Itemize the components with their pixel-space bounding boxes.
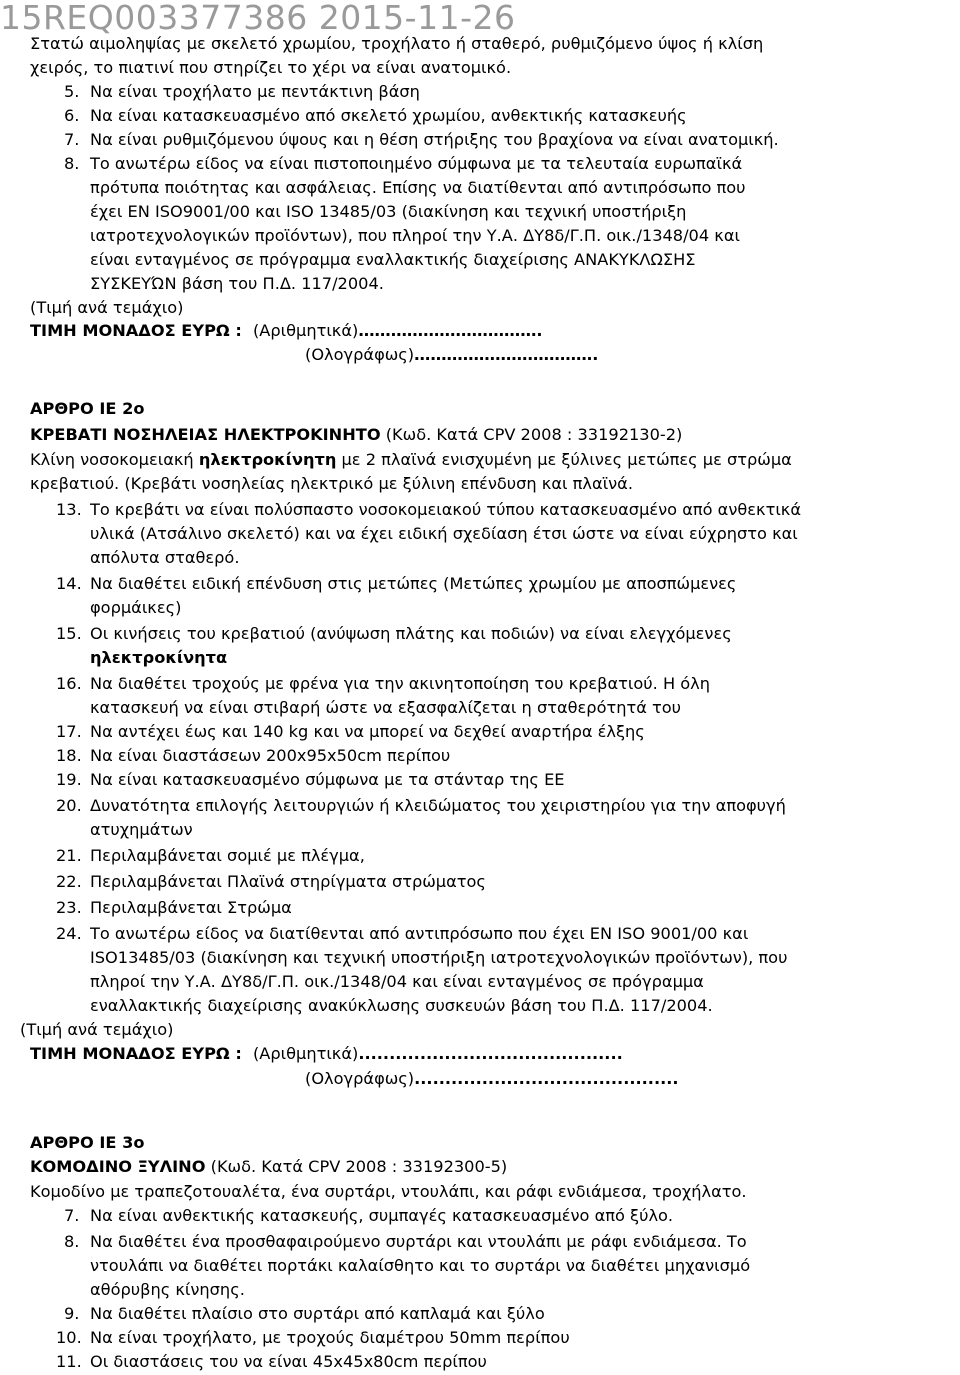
list-item — [64, 154, 742, 174]
item-text: ντουλάπι να διαθέτει πορτάκι καλαίσθητο και το συρτάρι να διαθέτει μηχανισμό — [90, 1256, 751, 1275]
item-text: εναλλακτικής διαχείρισης ανακύκλωσης συσκευών βάση του Π.Δ. 117/2004. — [90, 996, 713, 1015]
list-item — [64, 106, 687, 126]
list-item: 13. Το κρεβάτι να είναι πολύσπαστο νοσοκομειακού τύπου κατασκευασμένο από ανθεκτικά — [56, 500, 802, 519]
list-item: 19. Να είναι κατασκευασμένο σύμφωνα με τα στάνταρ της ΕΕ — [56, 770, 565, 789]
price-note: (Τιμή ανά τεμάχιο) — [30, 298, 184, 317]
item-text: Να είναι ρυθμιζόμενου ύψους και η θέση στήριξης του βραχίονα να είναι ανατομική. — [90, 130, 779, 149]
product-title: ΚΡΕΒΑΤΙ ΝΟΣΗΛΕΙΑΣ ΗΛΕΚΤΡΟΚΙΝΗΤΟ — [30, 425, 381, 444]
item-text: ιατροτεχνολογικών προϊόντων), που πληροί την Υ.Α. ΔΥ8δ/Γ.Π. οικ./1348/04 και — [90, 226, 740, 245]
item-number: 24. — [56, 924, 82, 943]
item-text: απόλυτα σταθερό. — [90, 548, 240, 567]
words-label: (Ολογράφως) — [305, 345, 415, 364]
price-note: (Τιμή ανά τεμάχιο) — [20, 1020, 174, 1039]
list-item: 11. Οι διαστάσεις του να είναι 45x45x80cm περίπου — [56, 1352, 487, 1371]
item-number: 7. — [64, 1206, 80, 1225]
item-text: πληροί την Υ.Α. ΔΥ8δ/Γ.Π. οικ./1348/04 και είναι ενταγμένος σε πρόγραμμα — [90, 972, 704, 991]
item-number: 6. — [64, 106, 80, 125]
item-text: ηλεκτροκίνητα — [90, 648, 228, 667]
numeric-label: (Αριθμητικά) — [252, 1044, 359, 1063]
item-number: 14. — [56, 574, 82, 593]
list-item: 18. Να είναι διαστάσεων 200x95x50cm περίπου — [56, 746, 451, 765]
product-title-row — [30, 1157, 507, 1177]
list-item: 24. Το ανωτέρω είδος να διατίθενται από αντιπρόσωπο που έχει EN ISO 9001/00 και — [56, 924, 749, 943]
item-number: 10. — [56, 1328, 82, 1347]
item-number: 18. — [56, 746, 82, 765]
item-text: κατασκευή να είναι στιβαρή ώστε να εξασφαλίζεται η σταθερότητά του — [90, 698, 682, 717]
description-line: Κομοδίνο με τραπεζοτουαλέτα, ένα συρτάρι, ντουλάπι, και ράφι ενδιάμεσα, τροχήλατο. — [30, 1182, 747, 1201]
item-number: 23. — [56, 898, 82, 917]
item-text: πρότυπα ποιότητας και ασφάλειας. Επίσης να διατίθενται από αντιπρόσωπο που — [90, 178, 746, 197]
item-number: 21. — [56, 846, 82, 865]
list-item: 7. Να είναι ανθεκτικής κατασκευής, συμπαγές κατασκευασμένο από ξύλο. — [64, 1206, 674, 1225]
words-row — [305, 345, 598, 365]
article-heading: ΑΡΘΡΟ ΙΕ 2ο — [30, 399, 145, 418]
item-number: 9. — [64, 1304, 80, 1323]
list-item — [64, 130, 779, 150]
product-title: ΚΟΜΟΔΙΝΟ ΞΥΛΙΝΟ — [30, 1157, 206, 1176]
item-text: ατυχημάτων — [90, 820, 193, 839]
item-text: υλικά (Ατσάλινο σκελετό) και να έχει ειδική σχεδίαση έτσι ώστε να είναι εύχρηστο και — [90, 524, 798, 543]
product-title-row — [30, 425, 682, 445]
intro-line: χειρός, το πιατινί που στηρίζει το χέρι να είναι ανατομικό. — [30, 58, 512, 77]
item-number: 17. — [56, 722, 82, 741]
list-item: 8. Να διαθέτει ένα προσθαφαιρούμενο συρτάρι και ντουλάπι με ράφι ενδιάμεσα. Το — [64, 1232, 747, 1251]
price-row — [30, 1044, 623, 1064]
cpv-code: (Κωδ. Κατά CPV 2008 : 33192130-2) — [380, 425, 683, 444]
item-number: 8. — [64, 1232, 80, 1251]
list-item: 15. Οι κινήσεις του κρεβατιού (ανύψωση πλάτης και ποδιών) να είναι ελεγχόμενες — [56, 624, 732, 643]
list-item: 9. Να διαθέτει πλαίσιο στο συρτάρι από καπλαμά και ξύλο — [64, 1304, 545, 1323]
list-item — [64, 82, 420, 102]
item-text: Το ανωτέρω είδος να είναι πιστοποιημένο σύμφωνα με τα τελευταία ευρωπαϊκά — [90, 154, 743, 173]
item-number: 22. — [56, 872, 82, 891]
words-row — [305, 1069, 679, 1089]
item-text: Να είναι τροχήλατο με πεντάκτινη βάση — [90, 82, 420, 101]
list-item: 23. Περιλαμβάνεται Στρώμα — [56, 898, 292, 917]
item-number: 11. — [56, 1352, 82, 1371]
item-text: ISO13485/03 (διακίνηση και τεχνική υποστήριξη ιατροτεχνολογικών προϊόντων), που — [90, 948, 788, 967]
item-number: 13. — [56, 500, 82, 519]
item-text: έχει EN ISO9001/00 και ISO 13485/03 (διακίνηση και τεχνική υποστήριξη — [90, 202, 687, 221]
item-number: 8. — [64, 154, 80, 173]
item-number: 15. — [56, 624, 82, 643]
list-item: 20. Δυνατότητα επιλογής λειτουργιών ή κλειδώματος του χειριστηρίου για την αποφυγή — [56, 796, 786, 815]
cpv-code: (Κωδ. Κατά CPV 2008 : 33192300-5) — [205, 1157, 508, 1176]
list-item: 14. Να διαθέτει ειδική επένδυση στις μετώπες (Μετώπες χρωμίου με αποσπώμενες — [56, 574, 737, 593]
item-number: 20. — [56, 796, 82, 815]
list-item: 17. Να αντέχει έως και 140 kg και να μπορεί να δεχθεί αναρτήρα έλξης — [56, 722, 645, 741]
price-row — [30, 321, 543, 341]
words-label: (Ολογράφως) — [305, 1069, 415, 1088]
description-line: Κλίνη νοσοκομειακή ηλεκτροκίνητη με 2 πλαϊνά ενισχυμένη με ξύλινες μετώπες με στρώμα — [30, 450, 792, 469]
item-number: 7. — [64, 130, 80, 149]
description-line: κρεβατιού. (Κρεβάτι νοσηλείας ηλεκτρικό με ξύλινη επένδυση και πλαϊνά. — [30, 474, 633, 493]
list-item: 21. Περιλαμβάνεται σομιέ με πλέγμα, — [56, 846, 365, 865]
numeric-dots: ........................................... — [358, 1044, 623, 1063]
list-item: 10. Να είναι τροχήλατο, με τροχούς διαμέτρου 50mm περίπου — [56, 1328, 570, 1347]
words-dots: ........................................... — [414, 1069, 679, 1088]
header-stamp: 15REQ003377386 2015-11-26 — [0, 0, 516, 37]
numeric-dots: ……………………………. — [358, 321, 543, 340]
item-number: 19. — [56, 770, 82, 789]
item-text: είναι ενταγμένος σε πρόγραμμα εναλλακτικής διαχείρισης ΑΝΑΚΥΚΛΩΣΗΣ — [90, 250, 696, 269]
item-text: Να είναι κατασκευασμένο από σκελετό χρωμίου, ανθεκτικής κατασκευής — [90, 106, 687, 125]
article-heading: ΑΡΘΡΟ ΙΕ 3ο — [30, 1133, 145, 1152]
words-dots: ……………………………. — [414, 345, 599, 364]
list-item: 22. Περιλαμβάνεται Πλαϊνά στηρίγματα στρώματος — [56, 872, 486, 891]
price-label: ΤΙΜΗ ΜΟΝΑΔΟΣ ΕΥΡΩ : — [30, 1044, 242, 1063]
list-item: 16. Να διαθέτει τροχούς με φρένα για την ακινητοποίηση του κρεβατιού. Η όλη — [56, 674, 711, 693]
numeric-label: (Αριθμητικά) — [252, 321, 359, 340]
item-number: 16. — [56, 674, 82, 693]
item-text: ΣΥΣΚΕΥΏΝ βάση του Π.Δ. 117/2004. — [90, 274, 384, 293]
item-number: 5. — [64, 82, 80, 101]
item-text: αθόρυβης κίνησης. — [90, 1280, 245, 1299]
item-text: φορμάικες) — [90, 598, 182, 617]
intro-line: Στατώ αιμοληψίας με σκελετό χρωμίου, τροχήλατο ή σταθερό, ρυθμιζόμενο ύψος ή κλίση — [30, 34, 764, 53]
price-label: ΤΙΜΗ ΜΟΝΑΔΟΣ ΕΥΡΩ : — [30, 321, 242, 340]
